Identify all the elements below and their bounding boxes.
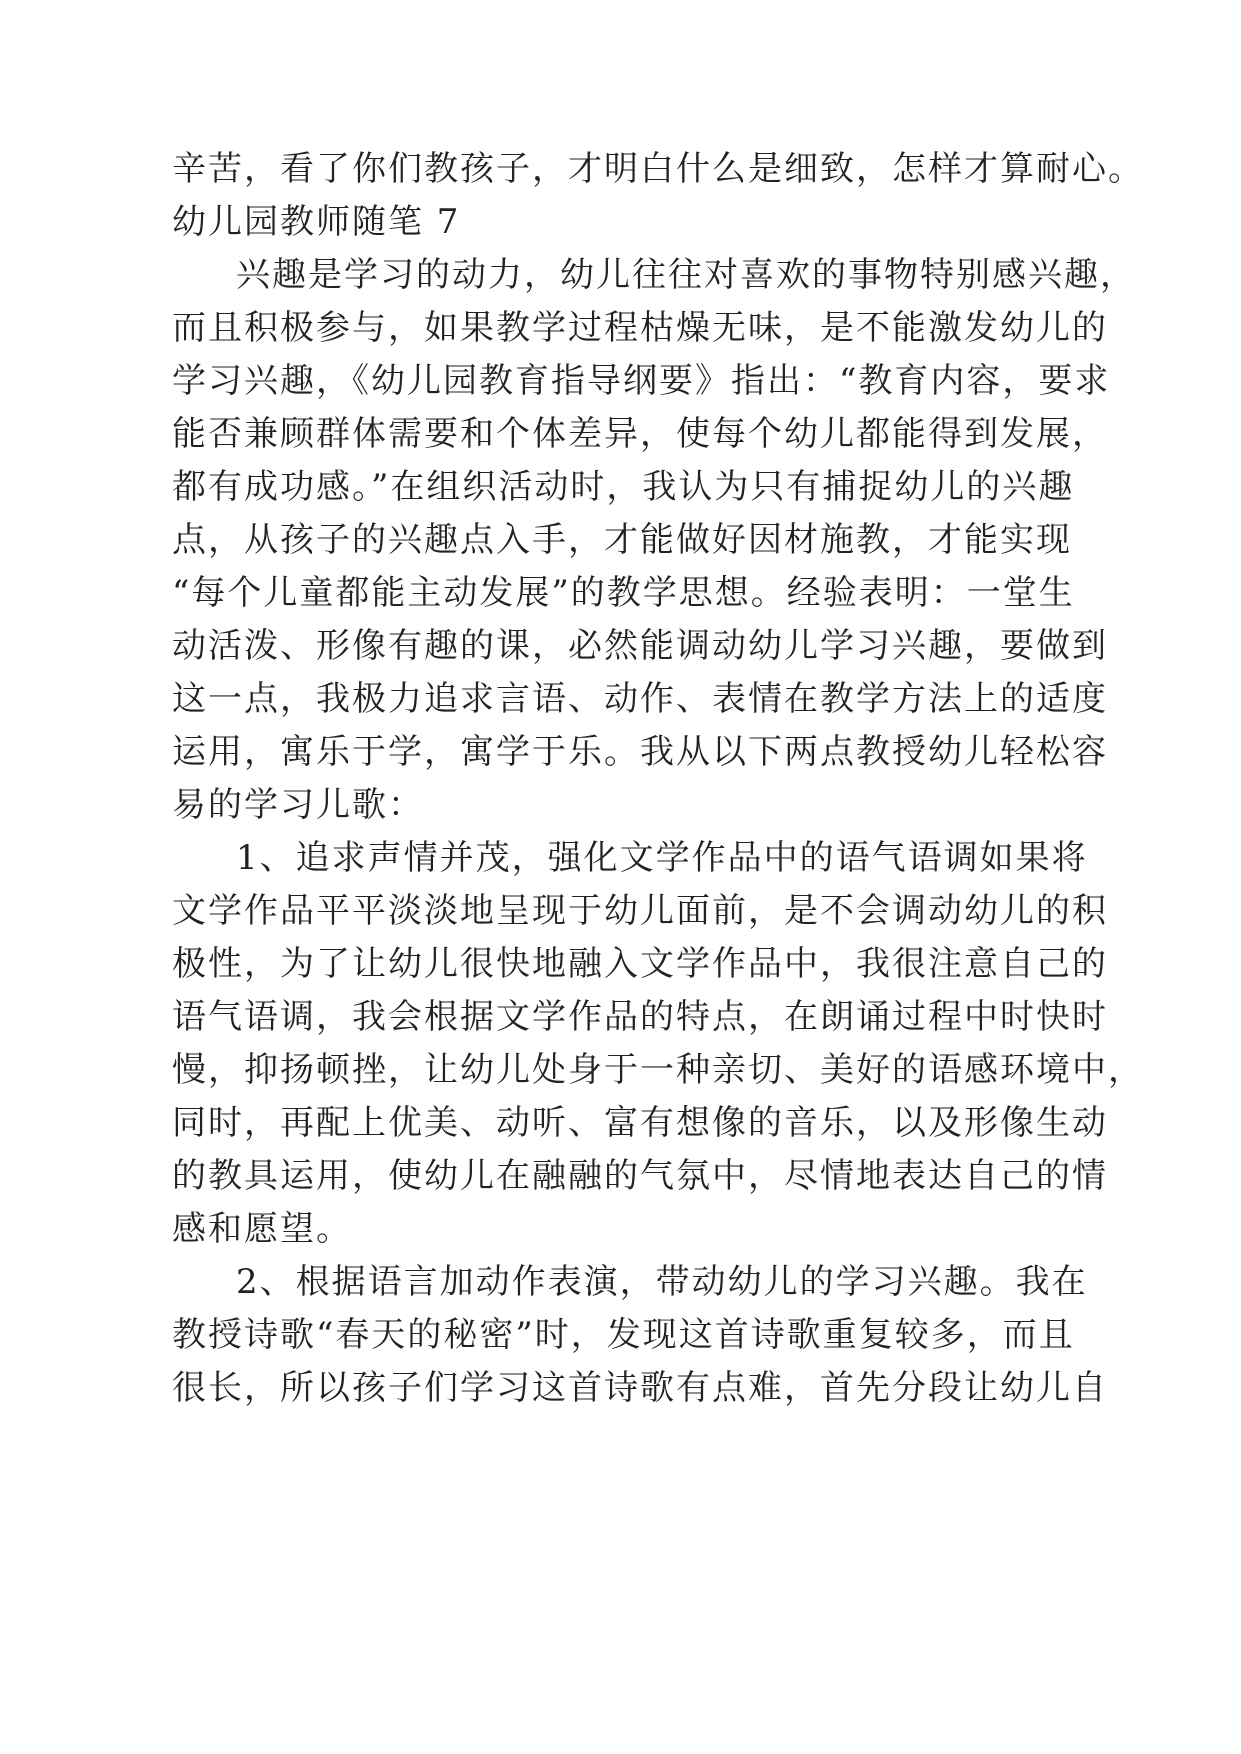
text-line: 兴趣是学习的动力，幼儿往往对喜欢的事物特别感兴趣， xyxy=(236,255,1136,295)
text-line: 感和愿望。 xyxy=(172,1209,352,1249)
text-line: 动活泼、形像有趣的课，必然能调动幼儿学习兴趣，要做到 xyxy=(172,626,1108,666)
text-line: 2、根据语言加动作表演，带动幼儿的学习兴趣。我在 xyxy=(236,1262,1088,1302)
text-line: 学习兴趣，《幼儿园教育指导纲要》指出：“教育内容，要求 xyxy=(172,361,1111,401)
text-line: 文学作品平平淡淡地呈现于幼儿面前，是不会调动幼儿的积 xyxy=(172,891,1108,931)
text-line: 易的学习儿歌： xyxy=(172,785,424,825)
text-line: 运用，寓乐于学，寓学于乐。我从以下两点教授幼儿轻松容 xyxy=(172,732,1108,772)
text-line: 同时，再配上优美、动听、富有想像的音乐，以及形像生动 xyxy=(172,1103,1108,1143)
text-line: 点，从孩子的兴趣点入手，才能做好因材施教，才能实现 xyxy=(172,520,1072,560)
text-line: 而且积极参与，如果教学过程枯燥无味，是不能激发幼儿的 xyxy=(172,308,1108,348)
text-line: 很长，所以孩子们学习这首诗歌有点难，首先分段让幼儿自 xyxy=(172,1368,1108,1408)
text-line: 极性，为了让幼儿很快地融入文学作品中，我很注意自己的 xyxy=(172,944,1108,984)
text-line: 的教具运用，使幼儿在融融的气氛中，尽情地表达自己的情 xyxy=(172,1156,1108,1196)
section-heading: 幼儿园教师随笔 7 xyxy=(172,202,461,242)
text-line: “每个儿童都能主动发展”的教学思想。经验表明：一堂生 xyxy=(172,573,1075,613)
text-line: 能否兼顾群体需要和个体差异，使每个幼儿都能得到发展， xyxy=(172,414,1108,454)
text-line: 1、追求声情并茂，强化文学作品中的语气语调如果将 xyxy=(236,838,1088,878)
text-line: 这一点，我极力追求言语、动作、表情在教学方法上的适度 xyxy=(172,679,1108,719)
text-line: 都有成功感。”在组织活动时，我认为只有捕捉幼儿的兴趣 xyxy=(172,467,1075,507)
text-line: 慢，抑扬顿挫，让幼儿处身于一种亲切、美好的语感环境中， xyxy=(172,1050,1144,1090)
text-line: 辛苦，看了你们教孩子，才明白什么是细致，怎样才算耐心。 xyxy=(172,149,1144,189)
text-line: 教授诗歌“春天的秘密”时，发现这首诗歌重复较多，而且 xyxy=(172,1315,1075,1355)
text-line: 语气语调，我会根据文学作品的特点，在朗诵过程中时快时 xyxy=(172,997,1108,1037)
